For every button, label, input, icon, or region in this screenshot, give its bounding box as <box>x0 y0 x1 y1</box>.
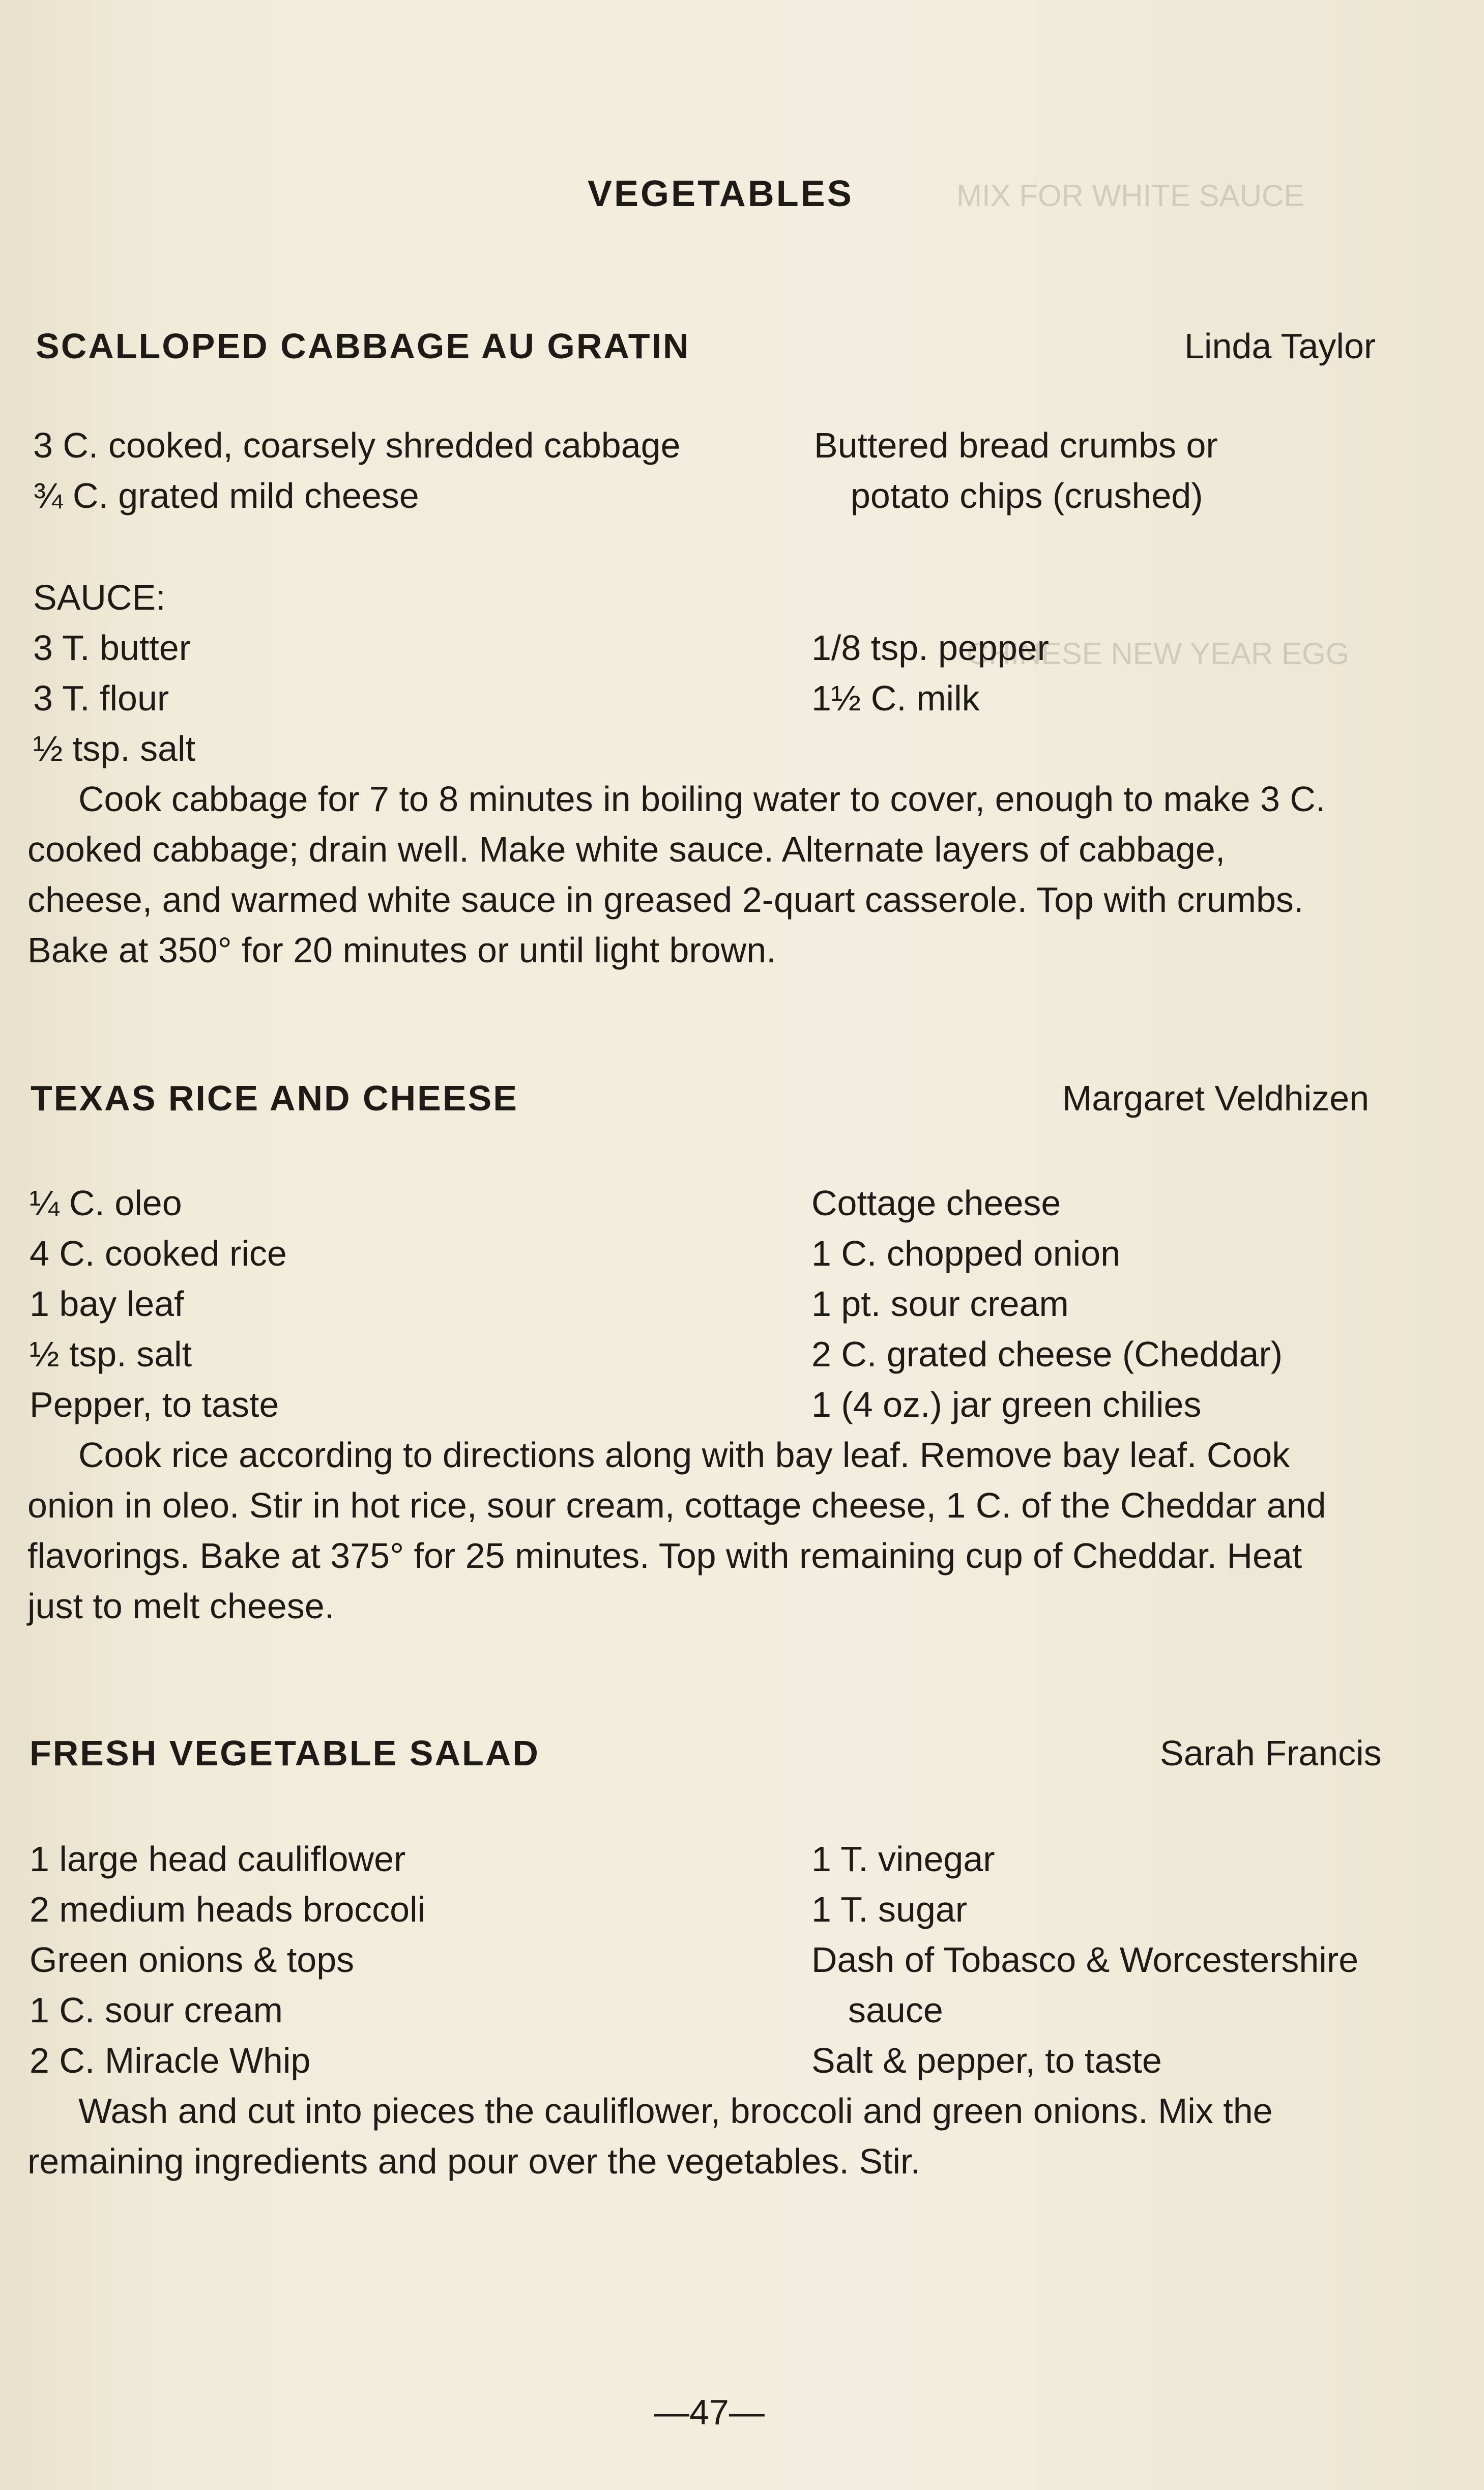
ingredient: 1 C. sour cream <box>30 1990 283 2030</box>
ingredient: ½ tsp. salt <box>30 1334 192 1374</box>
page-number: —47— <box>654 2392 765 2432</box>
page-title: VEGETABLES <box>588 174 854 214</box>
ingredient: sauce <box>848 1990 943 2030</box>
recipe-directions <box>27 774 1391 976</box>
directions-line: cooked cabbage; drain well. Make white sauce. Alternate layers of cabbage, <box>27 829 1226 869</box>
ingredient: 1 T. sugar <box>811 1890 968 1929</box>
ingredient: Green onions & tops <box>30 1940 355 1980</box>
ingredient: ¾ C. grated mild cheese <box>33 476 419 516</box>
directions-line: Cook rice according to directions along with bay leaf. Remove bay leaf. Cook <box>78 1435 1290 1475</box>
ingredient: 1 large head cauliflower <box>30 1839 406 1879</box>
ingredient: 4 C. cooked rice <box>30 1234 287 1273</box>
directions-line: Wash and cut into pieces the cauliflower, broccoli and green onions. Mix the <box>78 2091 1273 2131</box>
ingredient: 2 C. Miracle Whip <box>30 2041 311 2080</box>
ingredient: Buttered bread crumbs or <box>814 425 1218 465</box>
directions-line: Cook cabbage for 7 to 8 minutes in boiling water to cover, enough to make 3 C. <box>78 779 1326 819</box>
ingredient: 1½ C. milk <box>811 678 980 718</box>
ingredient: ¼ C. oleo <box>30 1183 182 1223</box>
bleed-through-text: MIX FOR WHITE SAUCE <box>956 179 1304 213</box>
ingredient: 1 T. vinegar <box>811 1839 995 1879</box>
ingredient: 3 T. flour <box>33 678 169 718</box>
directions-line: flavorings. Bake at 375° for 25 minutes. Top with remaining cup of Cheddar. Heat <box>27 1536 1302 1576</box>
ingredient: 2 medium heads broccoli <box>30 1890 426 1929</box>
directions-line: onion in oleo. Stir in hot rice, sour cream, cottage cheese, 1 C. of the Cheddar and <box>27 1485 1326 1525</box>
ingredient: Dash of Tobasco & Worcestershire <box>811 1940 1359 1980</box>
directions-line: cheese, and warmed white sauce in greased 2-quart casserole. Top with crumbs. <box>27 880 1304 920</box>
bleed-through-text: CHINESE NEW YEAR EGG <box>967 637 1350 671</box>
directions-line: just to melt cheese. <box>27 1586 335 1626</box>
ingredient: Pepper, to taste <box>30 1385 279 1424</box>
ingredient: 1 pt. sour cream <box>811 1284 1069 1324</box>
ingredient: potato chips (crushed) <box>851 476 1203 516</box>
ingredient: 1/8 tsp. pepper <box>811 628 1049 668</box>
recipe-directions <box>27 2086 1391 2187</box>
ingredient: 1 C. chopped onion <box>811 1234 1121 1273</box>
recipe-title: FRESH VEGETABLE SALAD <box>30 1733 540 1773</box>
ingredient: Salt & pepper, to taste <box>811 2041 1162 2080</box>
recipe-author: Linda Taylor <box>1184 326 1376 366</box>
sauce-label: SAUCE: <box>33 578 166 617</box>
ingredient: Cottage cheese <box>811 1183 1061 1223</box>
ingredient: 1 (4 oz.) jar green chilies <box>811 1385 1202 1424</box>
ingredient: 3 C. cooked, coarsely shredded cabbage <box>33 425 681 465</box>
ingredient: 3 T. butter <box>33 628 191 668</box>
ingredient: 2 C. grated cheese (Cheddar) <box>811 1334 1283 1374</box>
ingredient: ½ tsp. salt <box>33 729 196 768</box>
directions-line: Bake at 350° for 20 minutes or until light brown. <box>27 930 776 970</box>
recipe-title: TEXAS RICE AND CHEESE <box>31 1078 518 1118</box>
directions-line: remaining ingredients and pour over the vegetables. Stir. <box>27 2141 920 2181</box>
recipe-author: Sarah Francis <box>1160 1733 1382 1773</box>
recipe-title: SCALLOPED CABBAGE AU GRATIN <box>36 326 690 366</box>
recipe-author: Margaret Veldhizen <box>1062 1078 1370 1118</box>
ingredient: 1 bay leaf <box>30 1284 184 1324</box>
recipe-directions <box>27 1430 1391 1632</box>
